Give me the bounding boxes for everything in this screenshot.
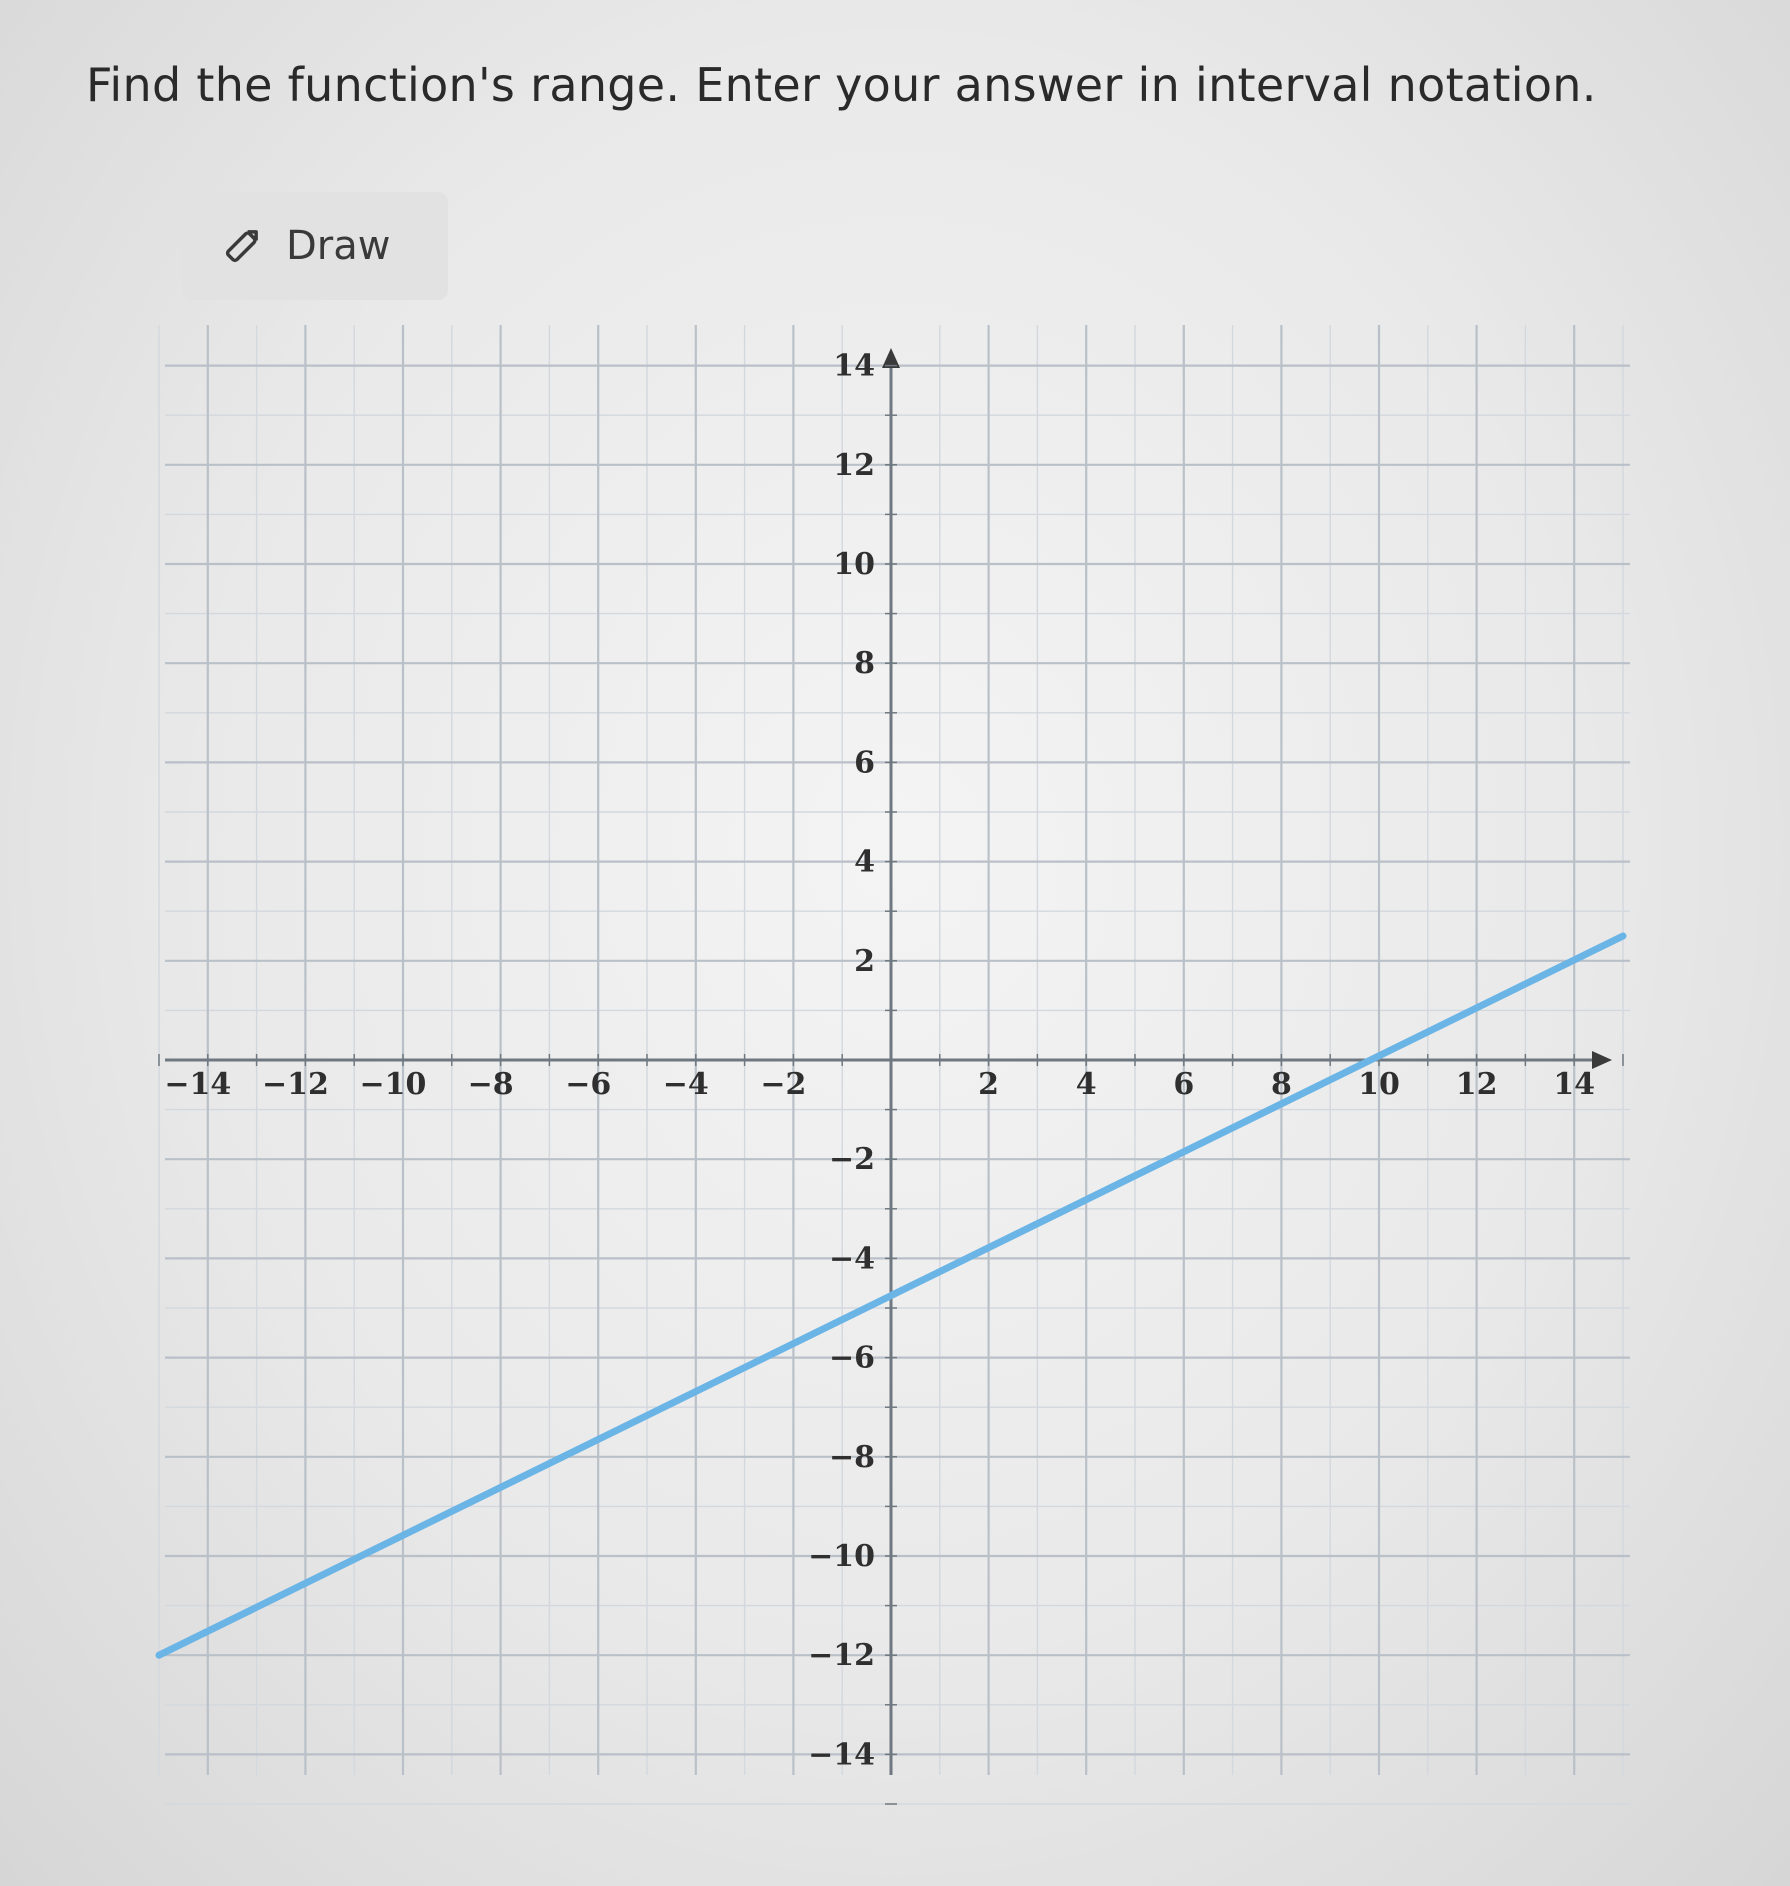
x-tick-label: 6 xyxy=(1173,1067,1195,1102)
x-tick-label: −2 xyxy=(760,1067,807,1102)
y-tick-label: −14 xyxy=(808,1737,875,1773)
y-tick-label: 2 xyxy=(854,943,875,979)
x-tick-label: −4 xyxy=(662,1067,709,1102)
x-tick-label: −6 xyxy=(565,1067,612,1102)
y-tick-label: 8 xyxy=(854,646,875,682)
x-tick-label: −14 xyxy=(164,1067,232,1102)
x-tick-label: −12 xyxy=(261,1067,329,1102)
y-tick-label: −6 xyxy=(828,1340,875,1376)
x-tick-label: 4 xyxy=(1075,1067,1097,1102)
y-tick-label: 14 xyxy=(833,348,875,384)
grid-major-lines xyxy=(165,325,1630,1775)
y-tick-label: −10 xyxy=(808,1539,875,1574)
y-tick-label: 10 xyxy=(833,547,875,582)
question-prompt: Find the function's range. Enter your answer in interval notation. xyxy=(86,58,1597,112)
y-tick-label: −8 xyxy=(828,1439,875,1475)
x-tick-label: 8 xyxy=(1270,1067,1292,1102)
x-tick-label: 2 xyxy=(978,1067,1000,1102)
y-tick-label: −4 xyxy=(828,1241,875,1277)
x-tick-label: −8 xyxy=(467,1067,514,1102)
x-tick-label: −10 xyxy=(359,1067,427,1102)
y-tick-label: −2 xyxy=(828,1142,875,1178)
x-tick-label: 14 xyxy=(1553,1067,1596,1102)
y-tick-label: −12 xyxy=(808,1638,875,1674)
y-tick-label: 12 xyxy=(833,447,875,483)
y-tick-label: 4 xyxy=(854,844,875,880)
x-tick-label: 10 xyxy=(1358,1067,1400,1102)
grid-minor-lines xyxy=(159,325,1630,1804)
y-tick-label: 6 xyxy=(854,745,875,781)
x-tick-label: 12 xyxy=(1455,1067,1498,1102)
draw-button-label: Draw xyxy=(286,223,391,269)
